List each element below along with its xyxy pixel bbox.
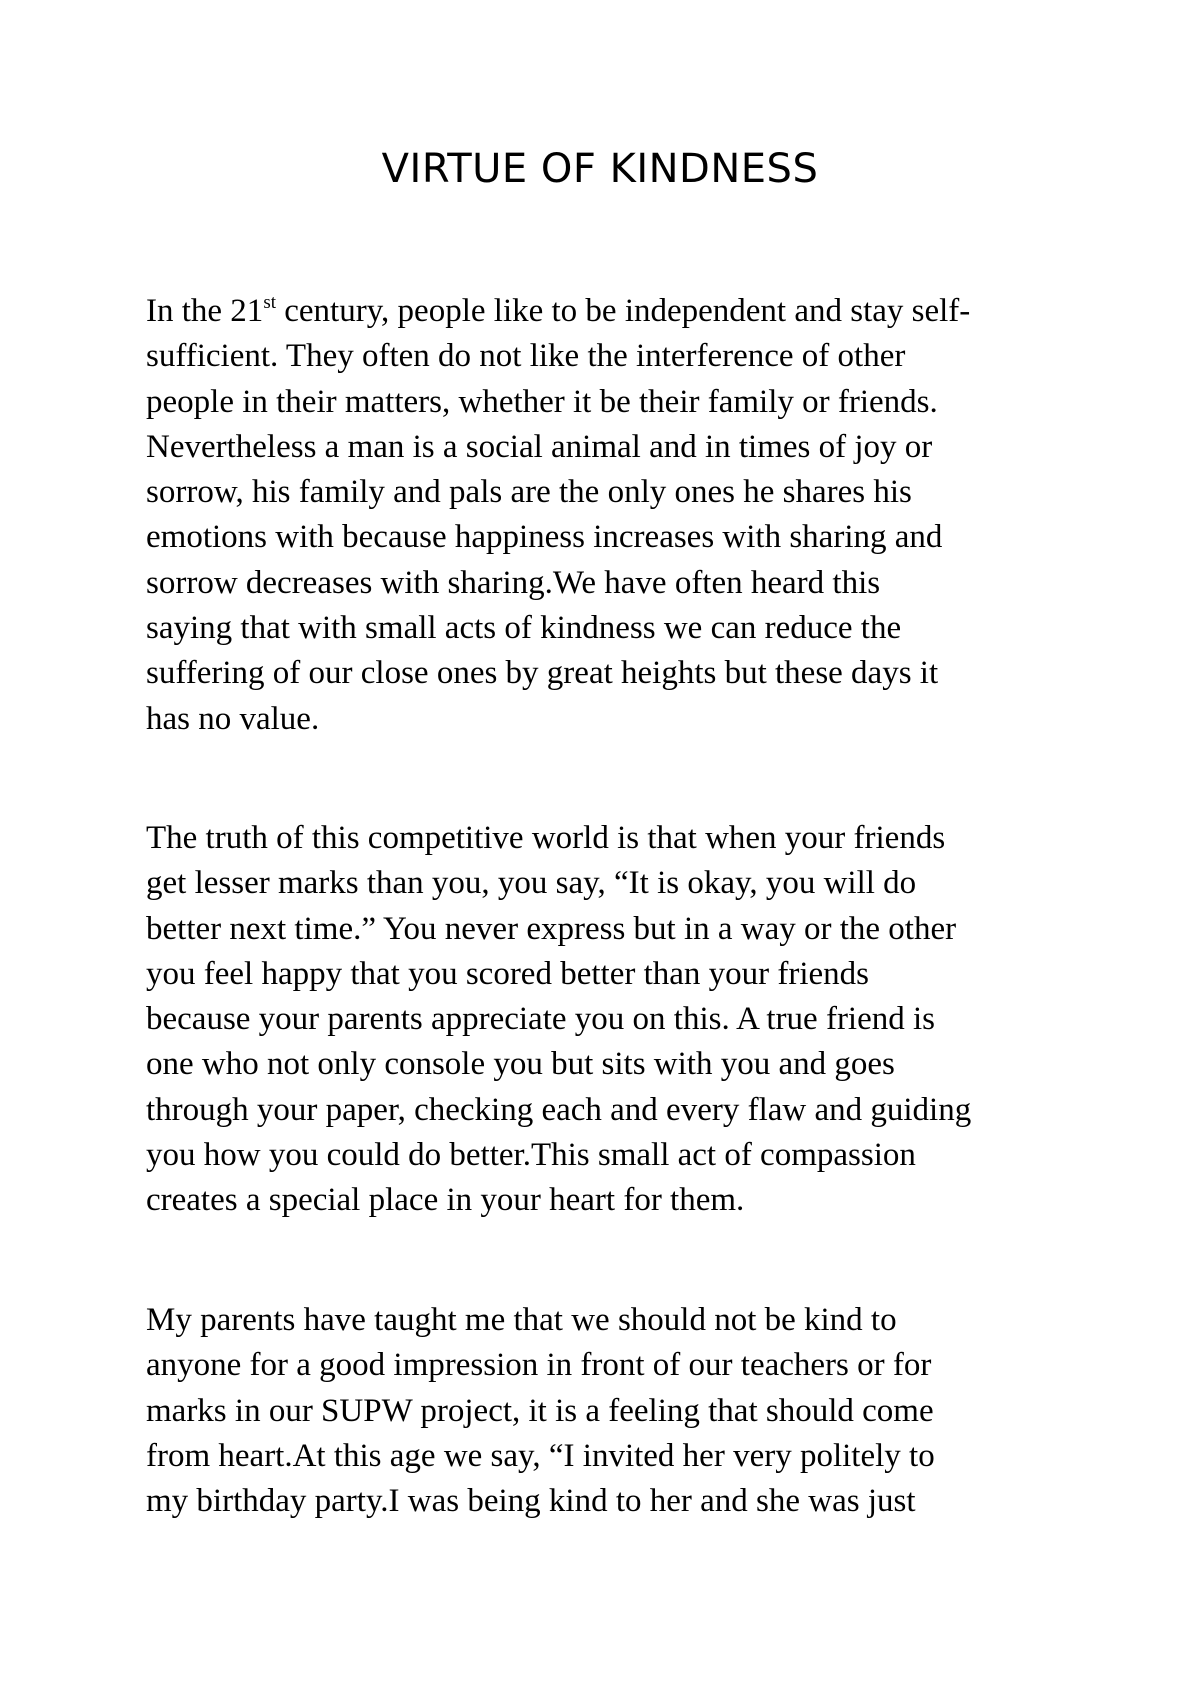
- paragraph-line: my birthday party.I was being kind to her and she was just: [146, 1483, 916, 1520]
- paragraph-line: get lesser marks than you, you say, “It is okay, you will do: [146, 865, 917, 902]
- paragraph-2: [146, 816, 971, 1224]
- document-title: VIRTUE OF KINDNESS: [381, 146, 819, 192]
- paragraph-1: [146, 289, 970, 742]
- paragraph-line: anyone for a good impression in front of our teachers or for: [146, 1347, 932, 1384]
- paragraph-line: creates a special place in your heart for them.: [146, 1182, 745, 1219]
- paragraph-line: through your paper, checking each and every flaw and guiding: [146, 1091, 972, 1128]
- line-text: In the 21: [146, 293, 264, 329]
- paragraph-line: people in their matters, whether it be their family or friends.: [146, 383, 938, 420]
- paragraph-line: My parents have taught me that we should not be kind to: [146, 1302, 897, 1338]
- paragraph-line: sufficient. They often do not like the interference of other: [146, 338, 906, 375]
- paragraph-3: [146, 1298, 935, 1524]
- paragraph-line: emotions with because happiness increases with sharing and: [146, 519, 943, 556]
- paragraph-line: Nevertheless a man is a social animal and in times of joy or: [146, 428, 933, 465]
- paragraph-line: suffering of our close ones by great heights but these days it: [146, 655, 939, 692]
- paragraph-line: sorrow, his family and pals are the only ones he shares his: [146, 474, 912, 511]
- paragraph-line: you how you could do better.This small act of compassion: [146, 1137, 916, 1174]
- ordinal-superscript: st: [263, 292, 276, 313]
- paragraph-line: one who not only console you but sits with you and goes: [146, 1046, 895, 1083]
- paragraph-line: you feel happy that you scored better than your friends: [146, 955, 870, 992]
- paragraph-line: sorrow decreases with sharing.We have often heard this: [146, 564, 881, 601]
- paragraph-line: marks in our SUPW project, it is a feeling that should come: [146, 1392, 934, 1429]
- paragraph-line: The truth of this competitive world is that when your friends: [146, 820, 946, 856]
- paragraph-line: because your parents appreciate you on this. A true friend is: [146, 1001, 936, 1038]
- paragraph-line: saying that with small acts of kindness we can reduce the: [146, 610, 902, 647]
- paragraph-line: [146, 289, 970, 334]
- paragraph-line: has no value.: [146, 700, 320, 737]
- paragraph-line: from heart.At this age we say, “I invited her very politely to: [146, 1437, 935, 1474]
- paragraph-line: better next time.” You never express but in a way or the other: [146, 910, 957, 947]
- line-text: century, people like to be independent and stay self-: [276, 293, 971, 329]
